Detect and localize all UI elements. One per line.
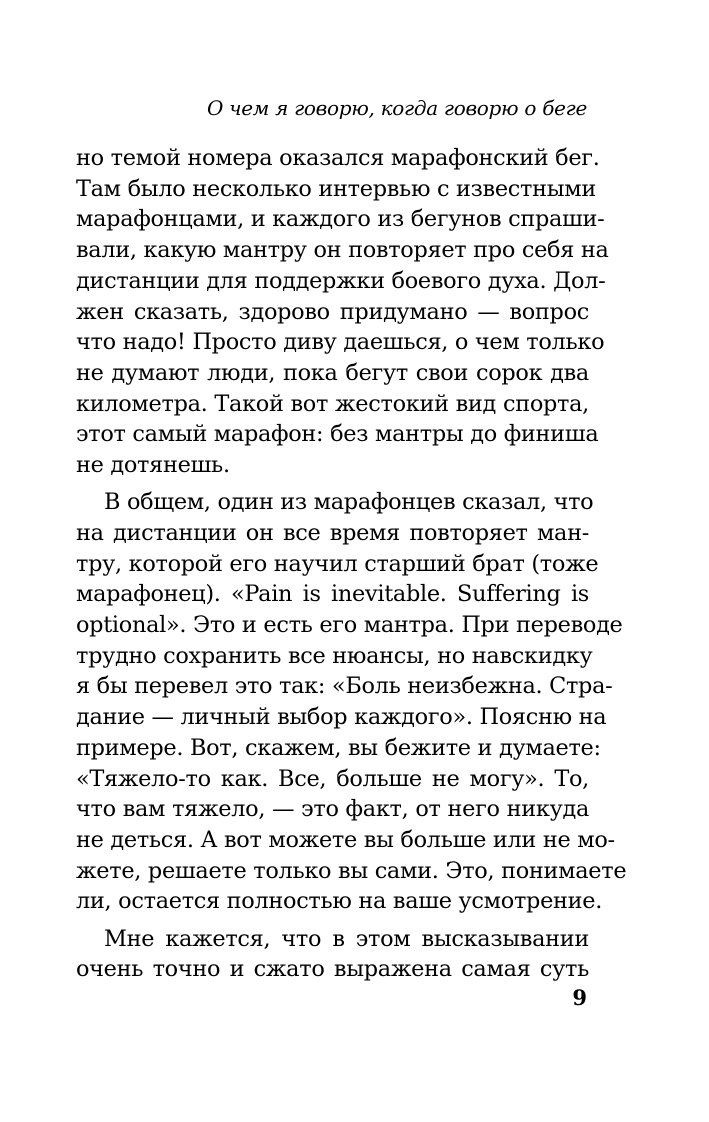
text-line: Мне кажется, что в этом высказывании (104, 925, 589, 952)
paragraph-3 (76, 924, 589, 985)
text-line: я бы перевел это так: «Боль неизбежна. Стра- (76, 673, 613, 700)
text-line: ли, остается полностью на ваше усмотрение. (76, 888, 603, 915)
text-line: В общем, один из марафонцев сказал, что (104, 489, 594, 516)
text-line: трудно сохранить все нюансы, но навскидку (76, 642, 593, 669)
page-number: 9 (572, 985, 587, 1010)
text-line: этот самый марафон: без мантры до финиша (76, 421, 599, 448)
text-line: вали, какую мантру он повторяет про себя на (76, 237, 609, 264)
text-line: жете, решаете только вы сами. Это, понимаете (76, 857, 627, 884)
text-line: марафонец). «Pain is inevitable. Suffering is (76, 581, 589, 608)
text-line: дистанции для поддержки боевого духа. Дол- (76, 267, 606, 294)
text-line: optional». Это и есть его мантра. При переводе (76, 612, 623, 639)
text-line: что надо! Просто диву даешься, о чем только (76, 329, 605, 356)
text-line: на дистанции он все время повторяет ман- (76, 519, 589, 546)
text-line: примере. Вот, скажем, вы бежите и думаете: (76, 734, 601, 761)
running-header: О чем я говорю, когда говорю о беге (206, 96, 587, 120)
text-line: очень точно и сжато выражена самая суть (76, 956, 589, 983)
text-line: километра. Такой вот жестокий вид спорта, (76, 390, 589, 417)
text-line: не деться. А вот можете вы больше или не мо- (76, 826, 615, 853)
text-line: не думают люди, пока бегут свои сорок два (76, 359, 589, 386)
text-line: тру, которой его научил старший брат (тоже (76, 550, 599, 577)
text-line: что вам тяжело, — это факт, от него никуда (76, 796, 589, 823)
paragraph-2 (76, 487, 627, 917)
text-line: «Тяжело-то как. Все, больше не могу». То, (76, 765, 589, 792)
paragraph-1 (76, 143, 609, 481)
text-line: дание — личный выбор каждого». Поясню на (76, 704, 607, 731)
text-line: но темой номера оказался марафонский бег. (76, 145, 600, 171)
text-line: жен сказать, здорово придумано — вопрос (76, 298, 589, 325)
text-line: не дотянешь. (76, 452, 230, 479)
body-text (76, 143, 627, 985)
text-line: марафонцами, и каждого из бегунов спраши- (76, 206, 605, 233)
text-line: Там было несколько интервью с известными (76, 175, 597, 202)
